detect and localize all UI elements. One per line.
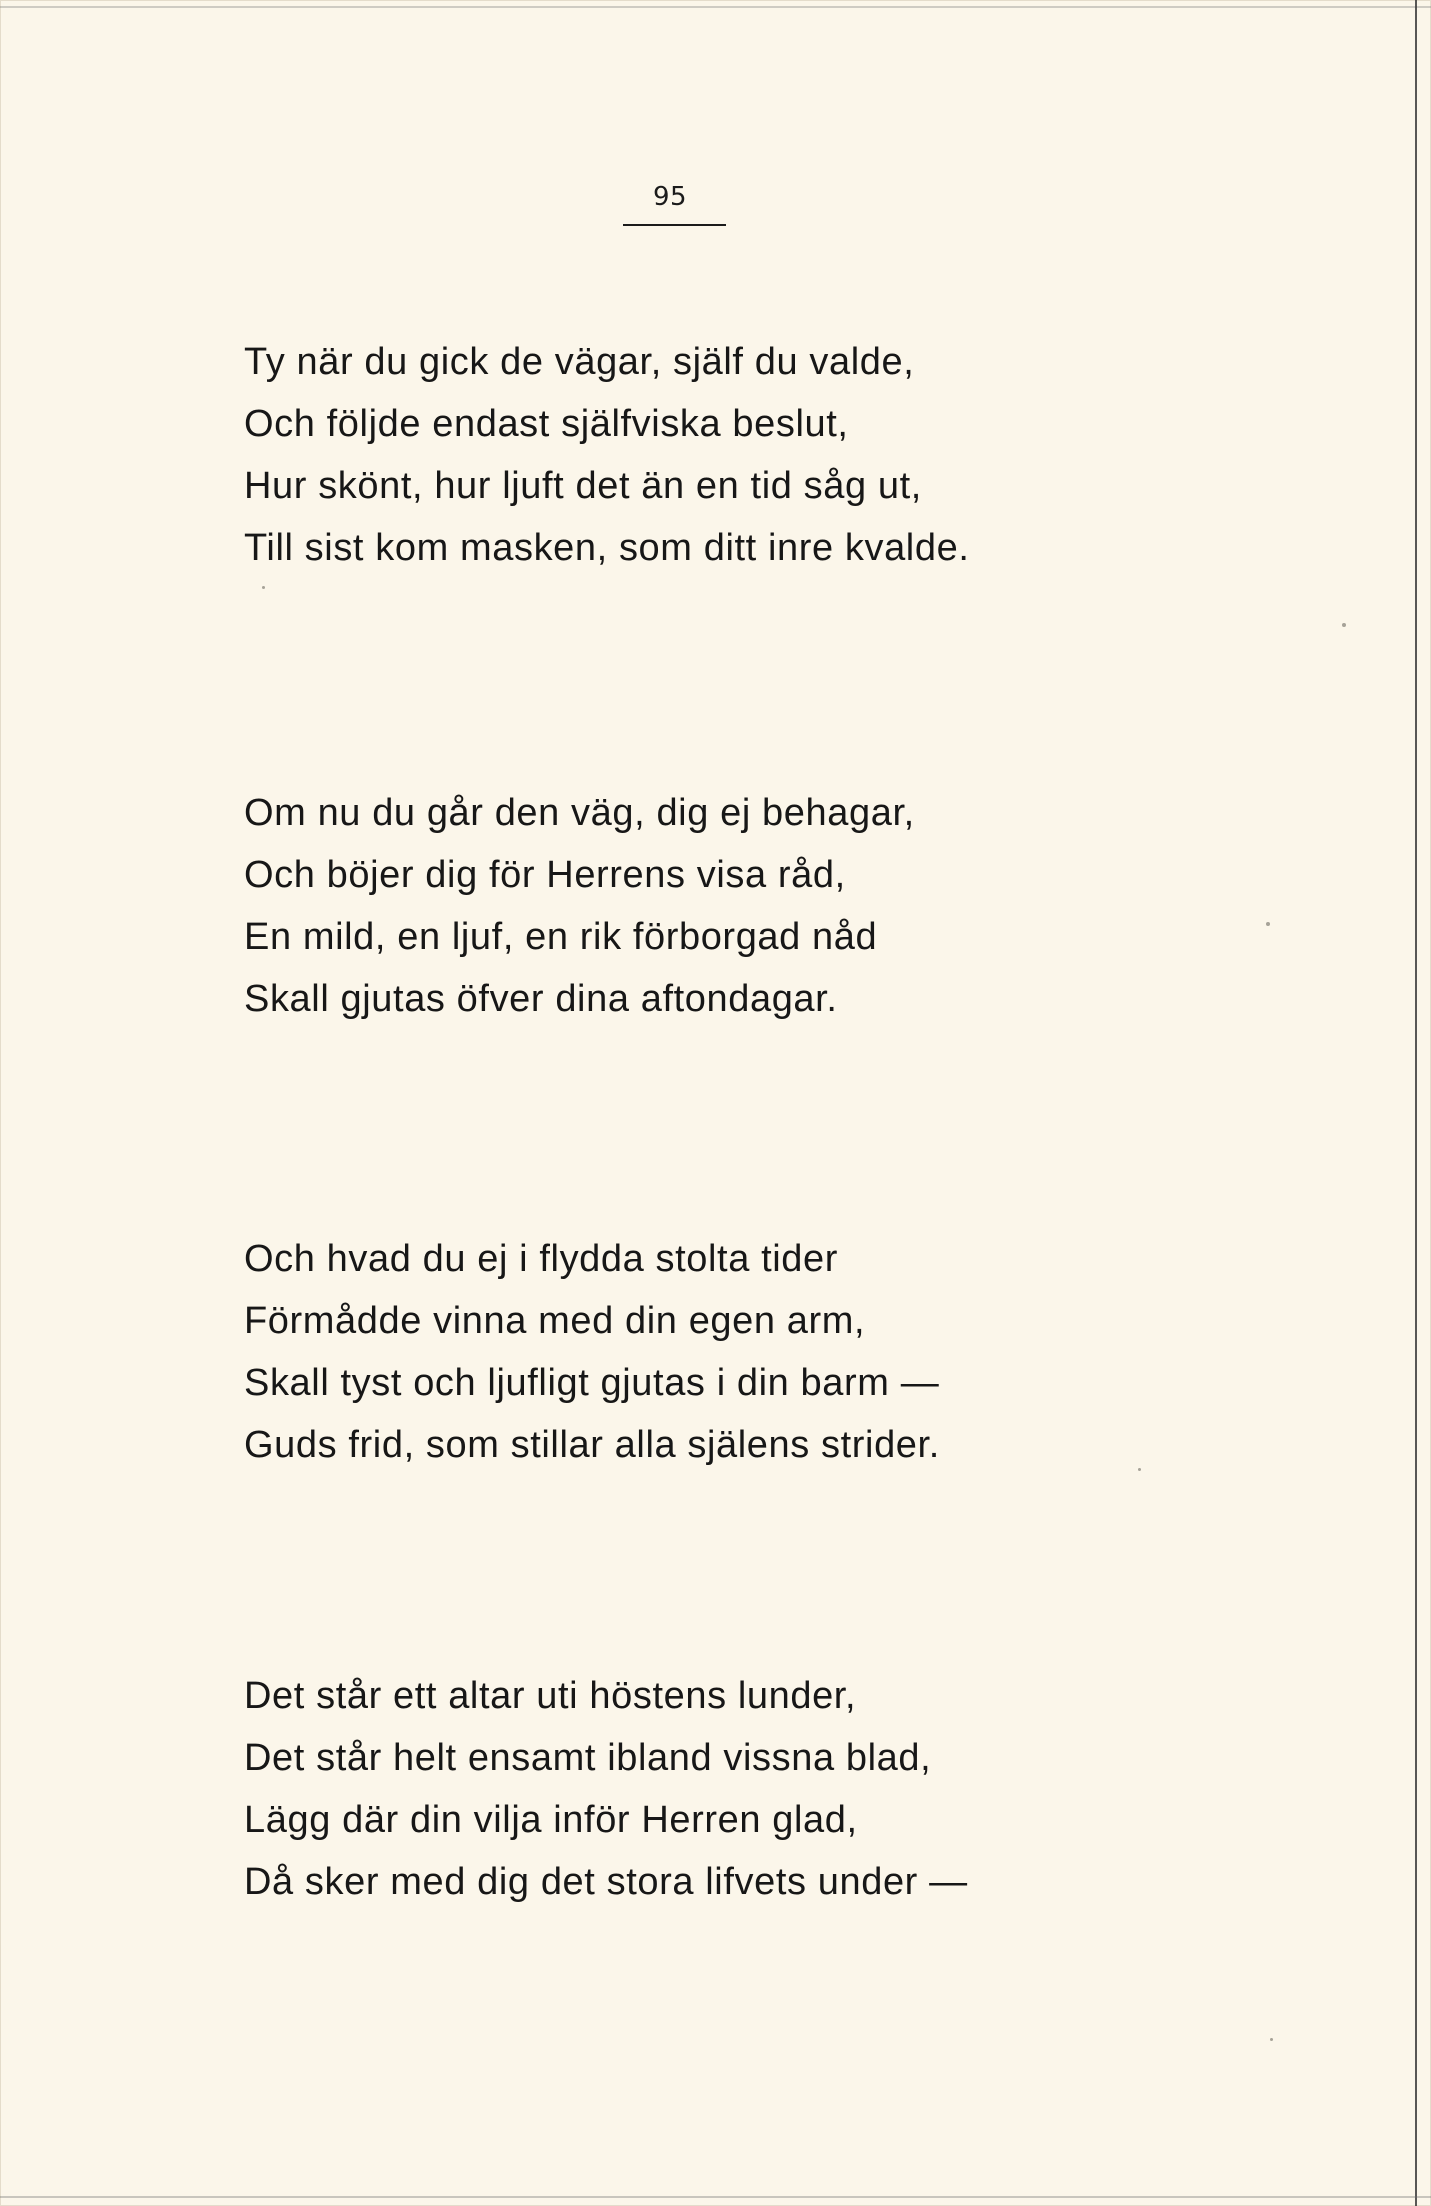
stanza-3 bbox=[244, 1228, 1244, 1476]
page-bottom-edge bbox=[0, 2196, 1431, 2198]
verse-line: Hur skönt, hur ljuft det än en tid såg ut, bbox=[244, 465, 922, 507]
verse-line: En mild, en ljuf, en rik förborgad nåd bbox=[244, 916, 878, 958]
verse-line: Skall tyst och ljufligt gjutas i din barm — bbox=[244, 1362, 940, 1404]
verse-line: Det står helt ensamt ibland vissna blad, bbox=[244, 1737, 932, 1779]
paper-speck bbox=[1266, 922, 1270, 926]
verse-line: Och hvad du ej i flydda stolta tider bbox=[244, 1238, 839, 1280]
verse-line: Och följde endast själfviska beslut, bbox=[244, 403, 849, 445]
verse-line: Till sist kom masken, som ditt inre kvalde. bbox=[244, 527, 970, 569]
stanza-4 bbox=[244, 1665, 1244, 1913]
verse-line: Och böjer dig för Herrens visa råd, bbox=[244, 854, 846, 896]
verse-line: Förmådde vinna med din egen arm, bbox=[244, 1300, 866, 1342]
page-number-rule bbox=[623, 224, 726, 226]
paper-speck bbox=[1270, 2038, 1273, 2041]
verse-line: Då sker med dig det stora lifvets under — bbox=[244, 1861, 968, 1903]
paper-speck bbox=[1342, 623, 1346, 627]
verse-line: Ty när du gick de vägar, själf du valde, bbox=[244, 341, 915, 383]
paper-speck bbox=[262, 586, 265, 589]
paper-speck bbox=[1138, 1468, 1141, 1471]
stanza-2 bbox=[244, 782, 1244, 1030]
verse-line: Lägg där din vilja inför Herren glad, bbox=[244, 1799, 858, 1841]
verse-line: Skall gjutas öfver dina aftondagar. bbox=[244, 978, 838, 1020]
verse-line: Om nu du går den väg, dig ej behagar, bbox=[244, 792, 915, 834]
stanza-1 bbox=[244, 331, 1244, 579]
page-number: 95 bbox=[652, 182, 688, 212]
page-top-edge bbox=[0, 6, 1431, 8]
page-right-edge bbox=[1415, 0, 1417, 2206]
verse-line: Guds frid, som stillar alla själens strider. bbox=[244, 1424, 940, 1466]
verse-line: Det står ett altar uti höstens lunder, bbox=[244, 1675, 857, 1717]
